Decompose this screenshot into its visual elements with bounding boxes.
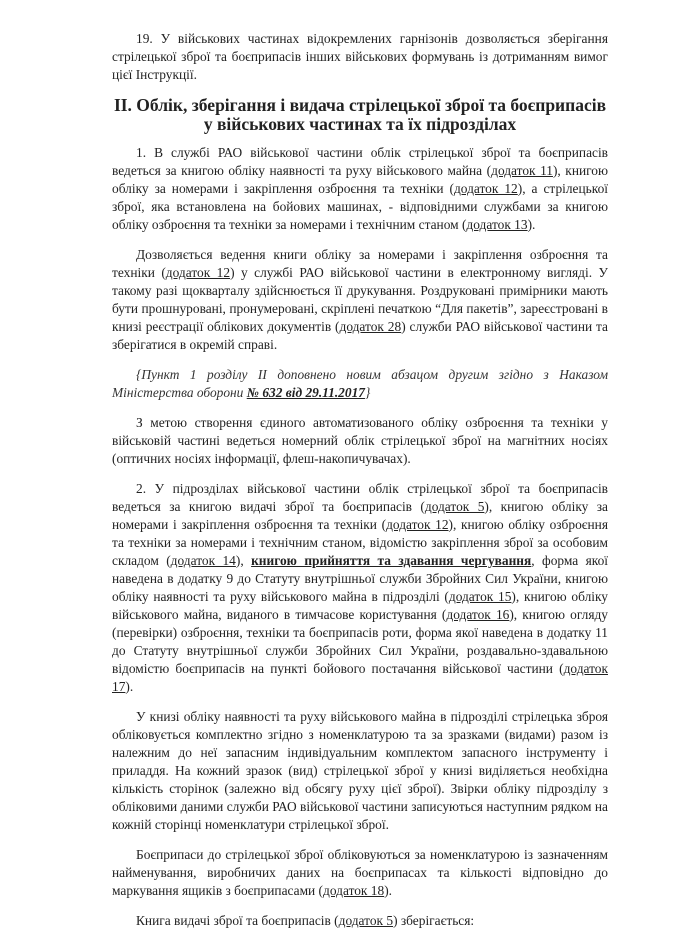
- text: }: [364, 385, 371, 400]
- link-appendix-14[interactable]: додаток 14: [170, 553, 236, 568]
- link-appendix-12[interactable]: додаток 12: [165, 265, 231, 280]
- text: Книга видачі зброї та боєприпасів (: [136, 913, 339, 928]
- paragraph-19: 19. У військових частинах відокремлених гарнізонів дозволяється зберігання стрілецької зброї та боєприпасів інших військових формувань із дотриманням вимог цієї Інструкції.: [112, 31, 608, 82]
- text: ) служби РАО військової частини та зберігатися в окремій справі.: [112, 319, 608, 352]
- link-appendix-18[interactable]: додаток 18: [323, 883, 385, 898]
- text: ), книгою обліку озброєння та техніки за номерами і технічним станом, відомістю закріплення зброї за особовим складом (: [112, 517, 608, 568]
- link-appendix-12[interactable]: додаток 12: [386, 517, 449, 532]
- text: {Пункт 1 розділу II доповнено новим абзацом другим згідно з Наказом Міністерства оборони: [112, 367, 608, 400]
- text: ), книгою огляду (перевірки) озброєння, техніки та боєприпасів роти, форма якої наведена в додатку 11 до Статуту внутрішньої служби Збройних Сил України, роздавально-здавальною відомістю боєприпасів на пункті бойового постачання військової частини (: [112, 607, 608, 676]
- amendment-note: [112, 366, 608, 402]
- text: ), книгою обліку за номерами і закріплення озброєння та техніки (: [112, 163, 609, 196]
- text: 1. В службі РАО військової частини облік стрілецької зброї та боєприпасів ведеться за книгою обліку наявності та руху військового майна (: [112, 145, 608, 178]
- paragraph-1-3: З метою створення єдиного автоматизованого обліку озброєння та техніки у військовій частині ведеться номерний облік стрілецької зброї на магнітних носіях (оптичних носіях інформації, флеш-накопичувачах).: [112, 415, 608, 466]
- text: ), книгою обліку за номерами і закріплення озброєння та техніки (: [112, 499, 608, 532]
- link-appendix-5[interactable]: додаток 5: [424, 499, 485, 514]
- text: ) зберігається:: [393, 913, 475, 928]
- link-appendix-12[interactable]: додаток 12: [453, 181, 518, 196]
- text: ),: [235, 553, 252, 568]
- text: ) у службі РАО військової частини в електронному вигляді. У такому разі щокварталу здійснюється її друкування. Роздруковані примірники мають бути прошнуровані, пронумеровані, скріплені печаткою “Для пакетів”, зареєстровані в книзі реєстрації облікових документів (: [112, 265, 608, 334]
- paragraph-2-2: У книзі обліку наявності та руху військового майна в підрозділі стрілецька зброя обліковується комплектно згідно з номенклатурою та за зразками (видами) разом із належним до неї запасним індивідуальним комплектом запасного інструменту і приладдя. На кожний зразок (вид) стрілецької зброї у книзі виділяється необхідна кількість сторінок (залежно від обсягу руху цієї зброї). Звірки обліку підрозділу з обліковими даними служби РАО військової частини записуються наступним рядком на кожній сторінці номенклатури стрілецької зброї.: [112, 709, 608, 832]
- link-order-632[interactable]: № 632 від 29.11.2017: [246, 385, 365, 400]
- link-appendix-15[interactable]: додаток 15: [448, 589, 512, 604]
- link-appendix-5[interactable]: додаток 5: [338, 913, 394, 928]
- text: ).: [125, 679, 134, 694]
- section-title: II. Облік, зберігання і видача стрілецької зброї та боєприпасів у військових частинах та їх підрозділах: [113, 95, 607, 134]
- link-appendix-11[interactable]: додаток 11: [491, 163, 553, 178]
- document-page: [112, 30, 608, 942]
- link-appendix-17[interactable]: додаток 17: [112, 661, 608, 694]
- paragraph-2-4: [112, 912, 608, 930]
- text: , форма якої наведена в додатку 9 до Статуту внутрішньої служби Збройних Сил України, книгою обліку наявності та руху військового майна в підрозділі (: [112, 553, 609, 604]
- paragraph-1-2: [112, 246, 608, 354]
- link-appendix-13[interactable]: додаток 13: [466, 217, 528, 232]
- paragraph-1: [112, 144, 608, 234]
- link-appendix-16[interactable]: додаток 16: [446, 607, 510, 622]
- text: 2. У підрозділах військової частини облік стрілецької зброї та боєприпасів ведеться за книгою видачі зброї та боєприпасів (: [112, 481, 608, 514]
- paragraph-2-3: [112, 846, 608, 900]
- text: Боєприпаси до стрілецької зброї обліковуються за номенклатурою із зазначенням найменування, виробничих даних на боєприпасах та кількості відповідно до маркування ящиків з боєприпасами (: [112, 847, 608, 898]
- text: ).: [527, 217, 536, 232]
- paragraph-2: [112, 480, 608, 696]
- text: ), а стрілецької зброї, яка встановлена на бойових машинах, - відповідними службами за книгою обліку озброєння та техніки за номерами і технічним станом (: [112, 181, 608, 232]
- text: Дозволяється ведення книги обліку за номерами і закріплення озброєння та техніки (: [112, 247, 608, 280]
- text: ), книгою обліку військового майна, виданого в тимчасове користування (: [112, 589, 608, 622]
- text: ).: [384, 883, 392, 898]
- link-duty-book[interactable]: книгою прийняття та здавання чергування: [251, 553, 532, 568]
- link-appendix-28[interactable]: додаток 28: [339, 319, 402, 334]
